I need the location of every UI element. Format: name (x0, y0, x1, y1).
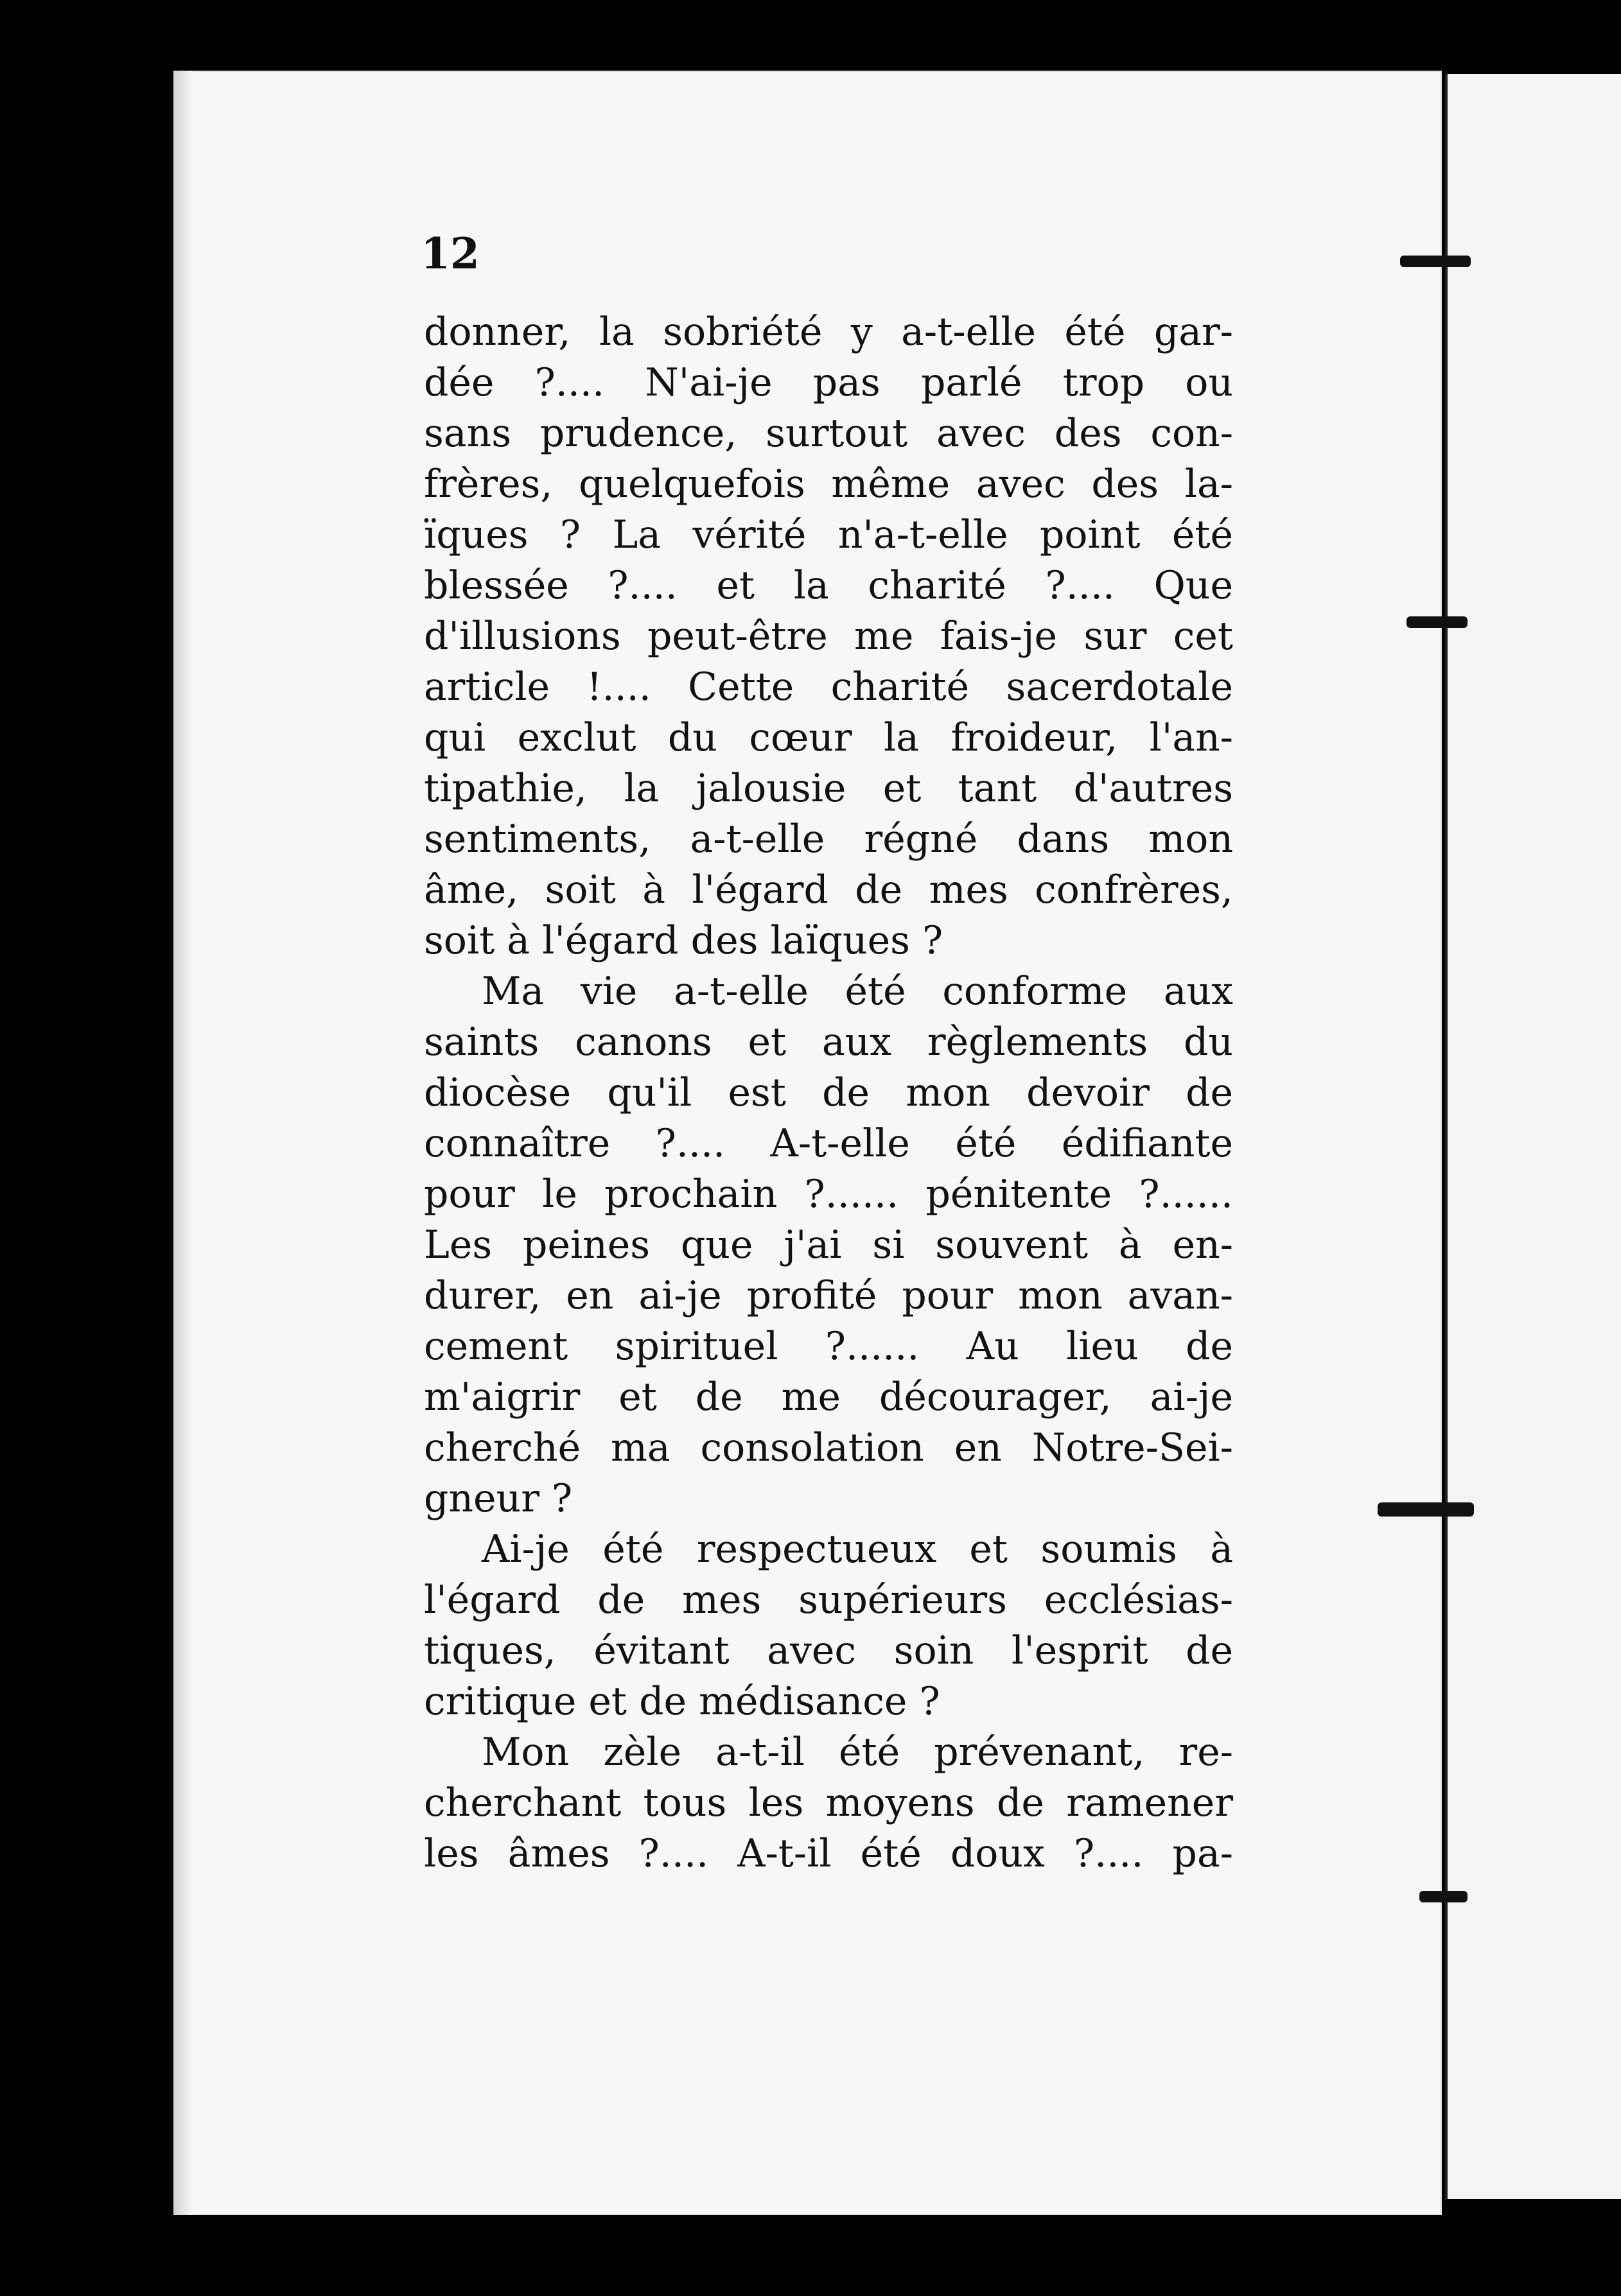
text-line: ïques ? La vérité n'a-t-elle point été (424, 512, 1233, 557)
text-line: saints canons et aux règlements du (424, 1020, 1233, 1065)
text-line: qui exclut du cœur la froideur, l'an- (424, 715, 1233, 760)
text-line: tipathie, la jalousie et tant d'autres (424, 766, 1233, 811)
text-line: article !.... Cette charité sacerdotale (424, 665, 1233, 709)
text-line: critique et de médisance ? (424, 1679, 940, 1724)
text-line: m'aigrir et de me décourager, ai-je (424, 1375, 1233, 1420)
text-line: d'illusions peut-être me fais-je sur cet (424, 614, 1233, 659)
text-line: Ai-je été respectueux et soumis à (482, 1527, 1233, 1572)
body-text (424, 307, 1233, 1879)
text-line: cherché ma consolation en Notre-Sei- (424, 1425, 1233, 1470)
text-line: dée ?.... N'ai-je pas parlé trop ou (424, 360, 1233, 405)
text-line: connaître ?.... A-t-elle été édifiante (424, 1121, 1233, 1166)
binding-clip (1378, 1502, 1474, 1517)
binding-clip (1406, 616, 1468, 628)
text-line: sentiments, a-t-elle régné dans mon (424, 817, 1233, 862)
text-line: donner, la sobriété y a-t-elle été gar- (424, 309, 1233, 354)
binding-clip (1419, 1891, 1468, 1902)
text-line: Ma vie a-t-elle été conforme aux (482, 969, 1233, 1014)
text-line: frères, quelquefois même avec des la- (424, 462, 1233, 507)
text-line: blessée ?.... et la charité ?.... Que (424, 563, 1233, 608)
text-line: gneur ? (424, 1476, 573, 1521)
page-edge (173, 71, 193, 2215)
text-line: âme, soit à l'égard de mes confrères, (424, 867, 1233, 912)
text-line: tiques, évitant avec soin l'esprit de (424, 1628, 1233, 1673)
text-line: cement spirituel ?...... Au lieu de (424, 1324, 1233, 1369)
text-line: sans prudence, surtout avec des con- (424, 411, 1233, 456)
binding-clip (1400, 256, 1471, 267)
page-number: 12 (421, 229, 480, 279)
text-line: soit à l'égard des laïques ? (424, 918, 943, 963)
text-line: durer, en ai-je profité pour mon avan- (424, 1273, 1233, 1318)
text-line: Les peines que j'ai si souvent à en- (424, 1222, 1233, 1267)
adjacent-page-edge (1445, 74, 1621, 2199)
text-line: les âmes ?.... A-t-il été doux ?.... pa- (424, 1831, 1233, 1876)
text-line: l'égard de mes supérieurs ecclésias- (424, 1578, 1233, 1622)
text-line: cherchant tous les moyens de ramener (424, 1780, 1233, 1825)
text-line: pour le prochain ?...... pénitente ?...... (424, 1172, 1233, 1217)
text-line: diocèse qu'il est de mon devoir de (424, 1070, 1233, 1115)
text-line: Mon zèle a-t-il été prévenant, re- (482, 1730, 1233, 1775)
